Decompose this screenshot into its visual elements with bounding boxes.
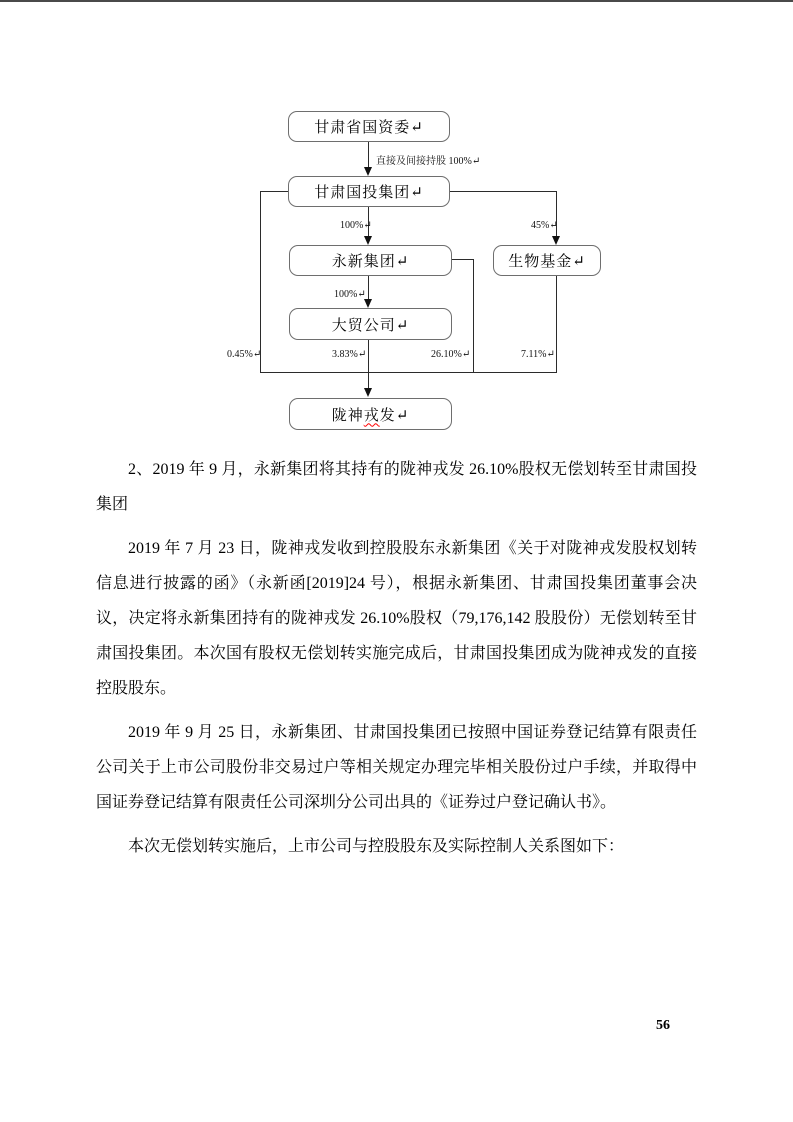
node-biology-fund: 生物基金↵ (493, 245, 601, 276)
connector-yxjt-dmgs-line (368, 276, 369, 300)
node-gansu-sasac: 甘肃省国资委↵ (288, 111, 450, 142)
connector-merge-hline (260, 372, 557, 373)
connector-gzw-gtjt-arrowhead-icon (364, 167, 372, 176)
node-gansu-guotou-group: 甘肃国投集团↵ (288, 176, 450, 207)
paragraph-heading-transfer: 2、2019 年 9 月，永新集团将其持有的陇神戎发 26.10%股权无偿划转至甘肃国投集团 (96, 461, 697, 513)
node-longshen-rongfa-post: 发↵ (379, 407, 410, 424)
connector-merge-lssf-arrowhead-icon (364, 388, 372, 397)
connector-gzw-gtjt-line (368, 142, 369, 168)
node-longshen-rongfa-pre: 陇神 (331, 407, 364, 424)
edge-label-direct-indirect: 直接及间接持股 100%↵ (376, 156, 481, 167)
body-text (96, 452, 697, 873)
edge-label-yxjt-lssf: 26.10%↵ (431, 349, 471, 360)
connector-gtjt-lssf-vline (260, 191, 261, 372)
node-longshen-rongfa (289, 398, 452, 430)
paragraph-july-notice: 2019 年 7 月 23 日，陇神戎发收到控股股东永新集团《关于对陇神戎发股权划转信息进行披露的函》（永新函[2019]24 号），根据永新集团、甘肃国投集团董事会决议，决定将永新集团持有的陇神戎发 26.10%股权（79,176,142 股股份）无偿划转至甘肃国投集团。本次国有股权无偿划转实施完成后，甘肃国投集团成为陇神戎发的直接控股股东。 (96, 540, 697, 697)
connector-gtjt-yxjt-arrowhead-icon (364, 236, 372, 245)
page-number: 56 (656, 1018, 670, 1033)
connector-gtjt-lssf-hline (260, 191, 288, 192)
node-damao-company: 大贸公司↵ (289, 308, 452, 340)
connector-yxjt-dmgs-arrowhead-icon (364, 299, 372, 308)
edge-label-gtjt-yxjt: 100%↵ (340, 220, 372, 231)
connector-yxjt-lssf-hline (452, 259, 474, 260)
connector-gtjt-swjj-hline (450, 191, 557, 192)
connector-yxjt-lssf-vline (473, 259, 474, 372)
connector-dmgs-lssf-line (368, 340, 369, 389)
connector-gtjt-swjj-arrowhead-icon (552, 236, 560, 245)
edge-label-swjj-lssf: 7.11%↵ (521, 349, 555, 360)
edge-label-gtjt-lssf: 0.45%↵ (227, 349, 262, 360)
edge-label-yxjt-dmgs: 100%↵ (334, 289, 366, 300)
node-yongxin-group: 永新集团↵ (289, 245, 452, 276)
node-longshen-rongfa-wavy: 戎 (363, 407, 380, 424)
edge-label-gtjt-swjj: 45%↵ (531, 220, 558, 231)
paragraph-relationship-intro: 本次无偿划转实施后，上市公司与控股股东及实际控制人关系图如下： (128, 838, 625, 855)
connector-swjj-lssf-vline (556, 276, 557, 372)
edge-label-dmgs-lssf: 3.83%↵ (332, 349, 367, 360)
ownership-structure-diagram (0, 0, 793, 450)
paragraph-september-registration: 2019 年 9 月 25 日，永新集团、甘肃国投集团已按照中国证券登记结算有限责任公司关于上市公司股份非交易过户等相关规定办理完毕相关股份过户手续，并取得中国证券登记结算有限责任公司深圳分公司出具的《证券过户登记确认书》。 (96, 724, 697, 811)
